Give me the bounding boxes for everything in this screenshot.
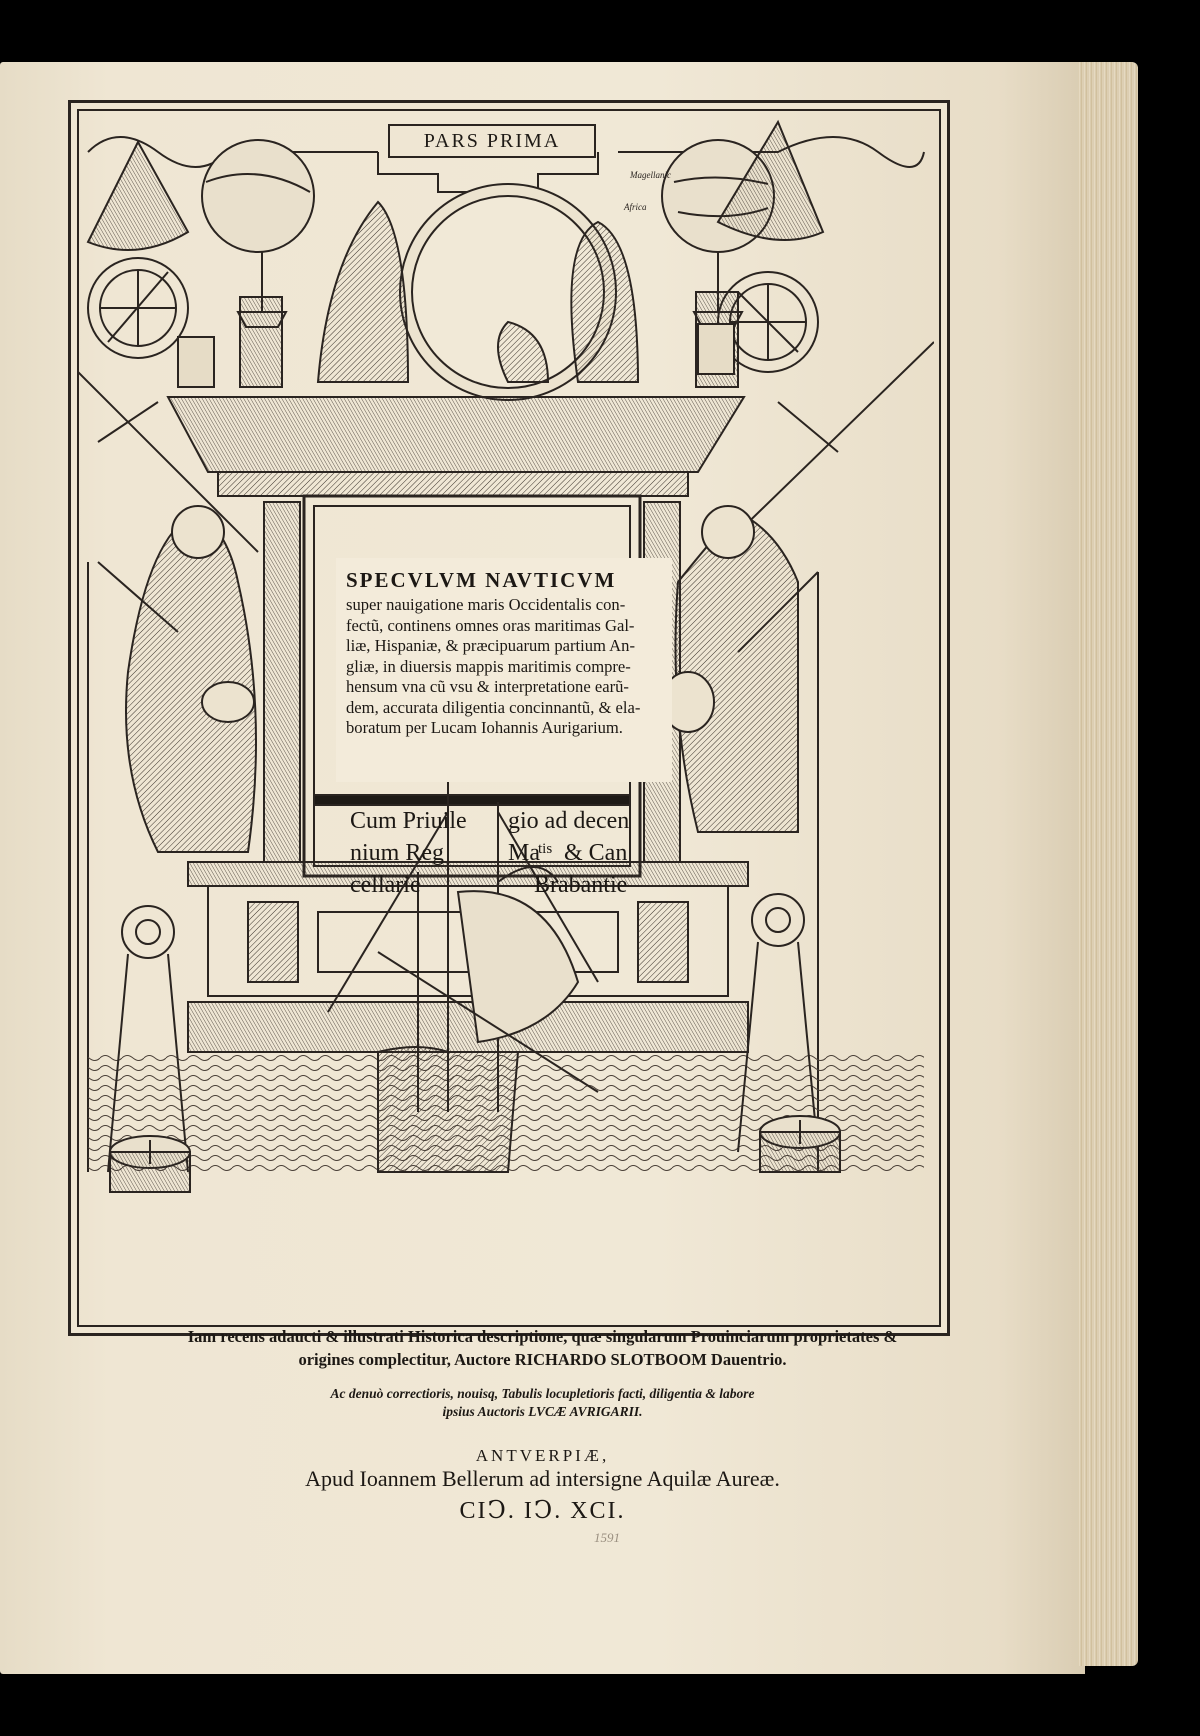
imprint-year: CIↃ. IↃ. XCI. <box>459 1498 626 1524</box>
title-line: dem, accurata diligentia concinnantũ, & ela- <box>346 697 641 717</box>
title-line: hensum vna cũ vsu & interpretatione earũ- <box>346 677 629 696</box>
pencil-note: 1591 <box>594 1530 620 1545</box>
privilege-text: tis <box>538 841 553 857</box>
privilege-text: Brabantie <box>534 872 628 898</box>
privilege-text: nium Reg <box>350 840 444 866</box>
privilege-text: cellarie <box>350 872 421 898</box>
page-edges <box>1078 62 1138 1666</box>
imprint-line: Iam recens adaucti & illustrati Historica descriptione, quæ singularum Prouinciarum proprietates & <box>187 1327 898 1346</box>
privilege-text: & Can <box>564 840 628 866</box>
title-line: gliæ, in diuersis mappis maritimis compre- <box>346 656 631 676</box>
privilege-panel <box>338 800 674 912</box>
book-title: SPECVLVM NAVTICVM <box>346 568 617 592</box>
privilege-text: Ma <box>508 840 540 866</box>
privilege-text: gio ad decen <box>508 808 630 834</box>
part-label: PARS PRIMA <box>388 124 596 158</box>
globe-label-1: Magellanic <box>630 170 671 180</box>
imprint-line: ipsius Auctoris LVCÆ AVRIGARII. <box>442 1404 643 1419</box>
title-line: liæ, Hispaniæ, & præcipuarum partium An- <box>346 636 635 655</box>
privilege-text: Cum Priuile <box>350 808 467 834</box>
title-line: boratum per Lucam Iohannis Aurigarium. <box>346 718 623 737</box>
globe-label-2: Africa <box>624 202 647 212</box>
imprint-city: ANTVERPIÆ, <box>475 1446 610 1465</box>
imprint-line: origines complectitur, Auctore RICHARDO SLOTBOOM Dauentrio. <box>298 1350 787 1369</box>
title-body <box>346 595 664 739</box>
imprint-line: Ac denuò correctioris, nouisq, Tabulis locupletioris facti, diligentia & labore <box>330 1386 755 1401</box>
imprint-publisher: Apud Ioannem Bellerum ad intersigne Aquilæ Aureæ. <box>305 1466 780 1491</box>
title-line: super nauigatione maris Occidentalis con- <box>346 595 626 614</box>
title-line: fectũ, continens omnes oras maritimas Gal- <box>346 615 635 635</box>
title-panel <box>336 558 672 782</box>
